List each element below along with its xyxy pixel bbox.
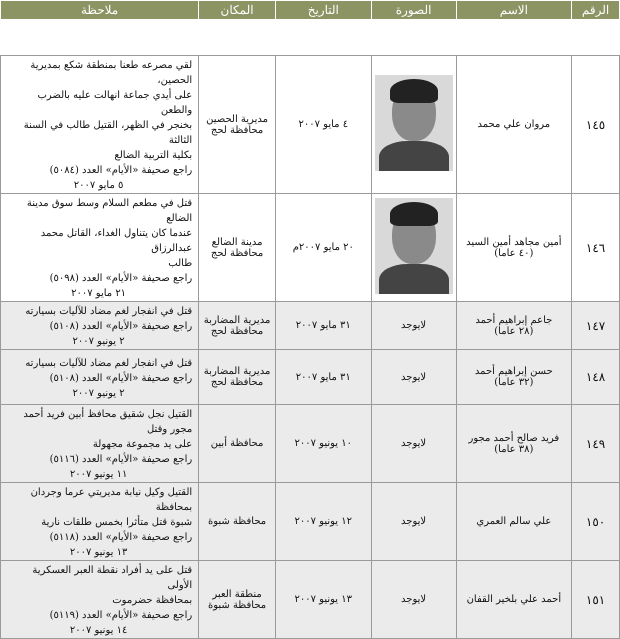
cell-notes bbox=[1, 350, 199, 405]
text-line: (٢٨ عاما) bbox=[494, 325, 534, 337]
header-date: التاريخ bbox=[275, 1, 371, 20]
text-line: مديرية الحصين bbox=[206, 113, 268, 125]
photo-shoulders bbox=[379, 141, 449, 171]
cell-notes bbox=[1, 561, 199, 639]
text-line: طالب bbox=[168, 258, 193, 269]
cell-place bbox=[199, 194, 276, 302]
source-date: ١٤ يونيو ٢٠٠٧ bbox=[69, 625, 128, 636]
text-line: على أيدي جماعة انهالت عليه بالضرب والطعن bbox=[37, 90, 193, 116]
text-line: أمين مجاهد أمين السيد bbox=[466, 236, 562, 248]
cell-place bbox=[199, 302, 276, 350]
text-line: مديرية المضاربة bbox=[203, 366, 271, 377]
text-line: شبوة قتل متأثرا بخمس طلقات نارية bbox=[41, 517, 193, 528]
text-line: حسن إبراهيم أحمد bbox=[474, 366, 553, 377]
source-ref: راجع صحيفة «الأيام» العدد (٥١٠٨) bbox=[49, 372, 193, 384]
text-line: مدينة الضالع bbox=[211, 236, 263, 248]
cell-name bbox=[456, 483, 572, 561]
cell-place bbox=[199, 56, 276, 194]
cell-photo: لايوجد bbox=[371, 405, 456, 483]
source-ref: راجع صحيفة «الأيام» العدد (٥٠٩٨) bbox=[49, 273, 193, 284]
cell-date: ٢٠ مايو ٢٠٠٧م bbox=[275, 194, 371, 302]
mugshot-photo bbox=[375, 198, 453, 294]
text-line: قتل في انفجار لغم مضاد للآليات بسيارته bbox=[25, 357, 193, 369]
source-date: ٥ مايو ٢٠٠٧ bbox=[73, 180, 124, 191]
source-date: ٢ يونيو ٢٠٠٧ bbox=[72, 387, 125, 399]
source-ref: راجع صحيفة «الأيام» العدد (٥١١٩) bbox=[49, 610, 193, 621]
table-row bbox=[1, 56, 620, 194]
cell-place bbox=[199, 350, 276, 405]
text-line: محافظة أبين bbox=[210, 438, 264, 449]
cell-date: ٣١ مايو ٢٠٠٧ bbox=[275, 302, 371, 350]
cell-date: ١٣ يونيو ٢٠٠٧ bbox=[275, 561, 371, 639]
source-date: ١١ يونيو ٢٠٠٧ bbox=[69, 469, 128, 480]
cell-date: ١٢ يونيو ٢٠٠٧ bbox=[275, 483, 371, 561]
text-line: على يد مجموعة مجهولة bbox=[92, 439, 193, 450]
cell-name bbox=[456, 56, 572, 194]
text-line: بمحافظة حضرموت bbox=[112, 595, 193, 606]
text-line: القتيل وكيل نيابة مديريتي عرما وجردان بمحافظة bbox=[30, 487, 193, 513]
source-ref: راجع صحيفة «الأيام» العدد (٥١١٦) bbox=[49, 454, 193, 465]
text-line: محافظة لحج bbox=[210, 247, 264, 259]
cell-photo: لايوجد bbox=[371, 561, 456, 639]
text-line: (٣٢ عاما) bbox=[494, 377, 534, 388]
source-date: ٢١ مايو ٢٠٠٧ bbox=[71, 288, 127, 299]
text-line: (٤٠ عاما) bbox=[494, 247, 534, 259]
header-name: الاسم bbox=[456, 1, 572, 20]
text-line: محافظة شبوة bbox=[207, 516, 267, 527]
table-row bbox=[1, 350, 620, 405]
cell-date: ١٠ يونيو ٢٠٠٧ bbox=[275, 405, 371, 483]
cell-date: ٣١ مايو ٢٠٠٧ bbox=[275, 350, 371, 405]
header-row bbox=[1, 1, 620, 20]
source-date: ٢ يونيو ٢٠٠٧ bbox=[72, 336, 125, 347]
table-row bbox=[1, 194, 620, 302]
cell-photo: لايوجد bbox=[371, 302, 456, 350]
source-date: ١٣ يونيو ٢٠٠٧ bbox=[69, 547, 128, 558]
table-row bbox=[1, 483, 620, 561]
mugshot-photo bbox=[375, 75, 453, 171]
text-line: محافظة لحج bbox=[210, 325, 264, 337]
cell-number: ١٤٧ bbox=[572, 302, 620, 350]
photo-shoulders bbox=[379, 264, 449, 294]
text-line: (٣٨ عاما) bbox=[494, 443, 534, 455]
photo-hair bbox=[390, 202, 438, 226]
text-line: محافظة لحج bbox=[210, 377, 264, 388]
text-line: علي سالم العمري bbox=[476, 516, 552, 527]
cell-name bbox=[456, 350, 572, 405]
header-number: الرقم bbox=[572, 1, 620, 20]
text-line: محافظة لحج bbox=[210, 124, 264, 136]
cell-place bbox=[199, 405, 276, 483]
text-line: بخنجر في الظهر، القتيل طالب في السنة الثالثة bbox=[23, 120, 193, 146]
cell-date: ٤ مايو ٢٠٠٧ bbox=[275, 56, 371, 194]
text-line: قتل في مطعم السلام وسط سوق مدينة الضالع bbox=[26, 198, 193, 224]
table-row bbox=[1, 302, 620, 350]
text-line: لقي مصرعه طعنا بمنطقة شكع بمديرية الحصين، bbox=[30, 60, 193, 86]
source-ref: راجع صحيفة «الأيام» العدد (٥١١٨) bbox=[49, 532, 193, 543]
text-line: قتل في انفجار لغم مضاد للآليات بسيارته bbox=[25, 306, 193, 317]
header-photo: الصورة bbox=[371, 1, 456, 20]
cell-notes bbox=[1, 405, 199, 483]
cell-name bbox=[456, 302, 572, 350]
text-line: القتيل نجل شقيق محافظ أبين فريد أحمد مجور وقتل bbox=[23, 409, 193, 435]
cell-number: ١٤٨ bbox=[572, 350, 620, 405]
cell-place bbox=[199, 483, 276, 561]
cell-place bbox=[199, 561, 276, 639]
cell-notes bbox=[1, 483, 199, 561]
text-line: منطقة العبر bbox=[212, 588, 262, 600]
table-row bbox=[1, 405, 620, 483]
cell-notes bbox=[1, 56, 199, 194]
cell-notes bbox=[1, 194, 199, 302]
text-line: محافظة شبوة bbox=[207, 599, 267, 611]
photo-hair bbox=[390, 79, 438, 103]
text-line: مروان علي محمد bbox=[477, 119, 551, 130]
text-line: مديرية المضاربة bbox=[203, 314, 271, 326]
cell-photo bbox=[371, 56, 456, 194]
table-row bbox=[1, 561, 620, 639]
cell-photo: لايوجد bbox=[371, 350, 456, 405]
cell-photo bbox=[371, 194, 456, 302]
text-line: جاعم إبراهيم أحمد bbox=[475, 314, 553, 326]
source-ref: راجع صحيفة «الأيام» العدد (٥٠٨٤) bbox=[49, 165, 193, 176]
cell-number: ١٥١ bbox=[572, 561, 620, 639]
cell-number: ١٥٠ bbox=[572, 483, 620, 561]
text-line: عندما كان يتناول الغداء، القاتل محمد عبدالرزاق bbox=[40, 228, 193, 254]
spacer-row bbox=[1, 20, 620, 56]
source-ref: راجع صحيفة «الأيام» العدد (٥١٠٨) bbox=[49, 321, 193, 332]
cell-number: ١٤٥ bbox=[572, 56, 620, 194]
text-line: قتل على يد أفراد نقطة العبر العسكرية الأولى bbox=[32, 565, 193, 591]
text-line: أحمد علي بلخير القفان bbox=[466, 594, 562, 605]
cell-photo: لايوجد bbox=[371, 483, 456, 561]
text-line: فريد صالح أحمد مجور bbox=[468, 432, 560, 444]
cell-name bbox=[456, 194, 572, 302]
cell-number: ١٤٩ bbox=[572, 405, 620, 483]
header-notes: ملاحظة bbox=[1, 1, 199, 20]
header-place: المكان bbox=[199, 1, 276, 20]
cell-notes bbox=[1, 302, 199, 350]
text-line: بكلية التربية الضالع bbox=[114, 150, 193, 161]
cell-name bbox=[456, 561, 572, 639]
cell-name bbox=[456, 405, 572, 483]
cell-number: ١٤٦ bbox=[572, 194, 620, 302]
